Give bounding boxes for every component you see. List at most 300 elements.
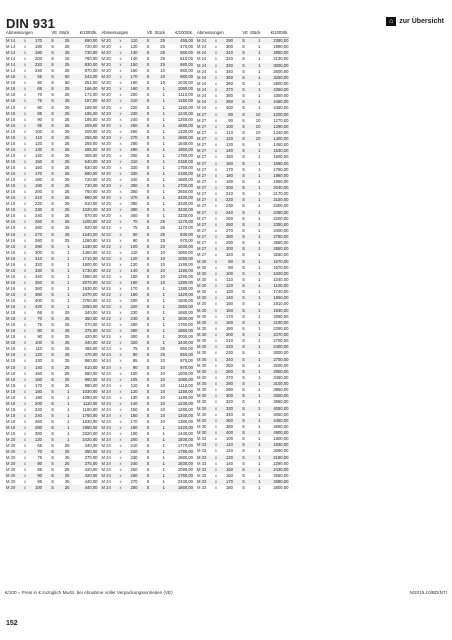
cell-times: x bbox=[119, 140, 122, 146]
cell-times: x bbox=[23, 431, 27, 437]
cell-times: x bbox=[116, 123, 124, 129]
cell-ve: S bbox=[47, 413, 58, 419]
cell-price: 4450,00 bbox=[261, 99, 289, 105]
cell-thread: M 24 bbox=[196, 56, 207, 62]
cell-stueck: 1 bbox=[258, 374, 261, 380]
cell-price: 680,00 bbox=[166, 62, 194, 68]
table-header-row bbox=[5, 30, 98, 38]
cell-stueck: 1 bbox=[249, 406, 261, 412]
cell-thread: M 20 bbox=[100, 207, 116, 213]
cell-price: 1950,00 bbox=[273, 178, 289, 184]
cell-thread: M 18 bbox=[5, 316, 21, 322]
cell-thread: M 16 bbox=[6, 104, 16, 110]
cell-length: 130 bbox=[124, 50, 138, 56]
cell-stueck: 25 bbox=[64, 152, 70, 158]
cell-times: x bbox=[116, 449, 124, 455]
cell-thread: M 16 bbox=[6, 189, 16, 195]
cell-thread: M 16 bbox=[5, 171, 21, 177]
cell-price: 2700,00 bbox=[273, 338, 289, 344]
header-stueck: Stück bbox=[58, 30, 70, 38]
cell-stueck: 25 bbox=[64, 68, 70, 74]
cell-price: 1760,00 bbox=[177, 322, 193, 328]
cell-price: 1230,00 bbox=[166, 401, 194, 407]
cell-stueck: 1 bbox=[153, 425, 165, 431]
cell-thread: M 16 bbox=[5, 207, 21, 213]
price-table-1 bbox=[5, 30, 98, 492]
cell-thread: M 27 bbox=[196, 197, 212, 203]
cell-length: 180 bbox=[124, 425, 138, 431]
cell-thread: M 33 bbox=[196, 460, 207, 466]
cell-times: x bbox=[214, 276, 218, 282]
cell-ve: S bbox=[142, 195, 153, 201]
cell-ve: S bbox=[242, 264, 245, 270]
overview-link[interactable] bbox=[386, 17, 444, 26]
cell-stueck: 1 bbox=[162, 128, 165, 134]
cell-thread: M 27 bbox=[196, 240, 207, 246]
cell-thread: M 20 bbox=[100, 74, 116, 80]
cell-ve: S bbox=[51, 382, 54, 388]
cell-times: x bbox=[21, 219, 29, 225]
cell-stueck: 25 bbox=[64, 310, 70, 316]
cell-times: x bbox=[21, 159, 29, 165]
cell-thread: M 27 bbox=[196, 142, 207, 148]
cell-times: x bbox=[116, 159, 124, 165]
cell-ve: S bbox=[47, 304, 58, 310]
cell-stueck: 1 bbox=[162, 298, 165, 304]
cell-times: x bbox=[21, 316, 29, 322]
cell-length: 130 bbox=[220, 455, 234, 461]
cell-stueck: 1 bbox=[58, 425, 70, 431]
cell-length: 320 bbox=[225, 252, 233, 258]
cell-length: 65 bbox=[37, 310, 42, 316]
cell-stueck: 25 bbox=[58, 365, 70, 371]
cell-ve: S bbox=[47, 461, 58, 467]
cell-price: 2750,00 bbox=[82, 298, 98, 304]
cell-times: x bbox=[23, 164, 27, 170]
cell-length: 95 bbox=[37, 479, 42, 485]
cell-times: x bbox=[212, 283, 220, 289]
cell-price: 1160,00 bbox=[166, 389, 194, 395]
cell-length: 380 bbox=[225, 93, 233, 99]
cell-times: x bbox=[214, 227, 218, 233]
cell-thread: M 20 bbox=[101, 44, 111, 50]
cell-length: 240 bbox=[130, 116, 138, 122]
cell-stueck: 1 bbox=[249, 259, 261, 265]
cell-length: 100 bbox=[220, 271, 234, 277]
cell-times: x bbox=[116, 98, 124, 104]
cell-times: x bbox=[214, 166, 218, 172]
cell-ve: S bbox=[146, 152, 150, 158]
cell-ve: S bbox=[242, 411, 245, 417]
cell-price: 1760,00 bbox=[70, 413, 98, 419]
cell-times: x bbox=[119, 479, 122, 485]
cell-times: x bbox=[212, 185, 220, 191]
cell-ve: S bbox=[146, 128, 150, 134]
cell-stueck: 1 bbox=[153, 159, 165, 165]
cell-length: 180 bbox=[220, 320, 234, 326]
cell-price: 1290,00 bbox=[261, 124, 289, 130]
cell-length: 400 bbox=[220, 430, 234, 436]
cell-times: x bbox=[119, 431, 122, 437]
cell-price: 680,00 bbox=[84, 370, 98, 376]
cell-times: x bbox=[212, 406, 220, 412]
cell-thread: M 24 bbox=[196, 63, 212, 69]
cell-length: 250 bbox=[130, 467, 138, 473]
cell-thread: M 24 bbox=[101, 479, 111, 485]
cell-length: 170 bbox=[225, 313, 233, 319]
cell-price: 1170,00 bbox=[178, 225, 193, 231]
cell-ve: S bbox=[238, 344, 249, 350]
cell-price: 4650,00 bbox=[273, 423, 289, 429]
cell-ve: S bbox=[242, 338, 245, 344]
cell-times: x bbox=[21, 98, 29, 104]
cell-stueck: 10 bbox=[153, 280, 165, 286]
cell-stueck: 1 bbox=[258, 80, 261, 86]
cell-thread: M 16 bbox=[6, 92, 16, 98]
cell-thread: M 24 bbox=[101, 418, 111, 424]
cell-price: 1090,00 bbox=[166, 86, 194, 92]
cell-times: x bbox=[212, 75, 220, 81]
cell-price: 2380,00 bbox=[261, 210, 289, 216]
cell-stueck: 25 bbox=[64, 334, 70, 340]
cell-times: x bbox=[212, 259, 220, 265]
cell-times: x bbox=[119, 164, 122, 170]
cell-thread: M 22 bbox=[101, 273, 111, 279]
cell-ve: S bbox=[142, 183, 153, 189]
cell-price: 2200,00 bbox=[273, 215, 289, 221]
cell-ve: S bbox=[47, 183, 58, 189]
cell-stueck: 1 bbox=[162, 164, 165, 170]
cell-stueck: 1 bbox=[249, 479, 261, 485]
cell-ve: S bbox=[242, 68, 245, 74]
cell-length: 190 bbox=[225, 178, 233, 184]
header-stueck: Stück bbox=[249, 30, 261, 38]
cell-ve: S bbox=[146, 370, 150, 376]
cell-length: 200 bbox=[35, 56, 42, 62]
cell-length: 270 bbox=[225, 374, 233, 380]
cell-length: 190 bbox=[29, 183, 43, 189]
cell-length: 210 bbox=[225, 338, 233, 344]
table-row bbox=[5, 485, 98, 491]
cell-times: x bbox=[116, 280, 124, 286]
cell-stueck: 25 bbox=[58, 473, 70, 479]
cell-times: x bbox=[212, 50, 220, 56]
cell-length: 330 bbox=[124, 171, 138, 177]
cell-times: x bbox=[116, 207, 124, 213]
cell-stueck: 10 bbox=[249, 136, 261, 142]
cell-times: x bbox=[214, 105, 218, 111]
cell-thread: M 30 bbox=[196, 295, 212, 301]
cell-thread: M 16 bbox=[5, 135, 21, 141]
cell-ve: S bbox=[242, 350, 245, 356]
cell-length: 250 bbox=[29, 219, 43, 225]
cell-length: 130 bbox=[225, 142, 233, 148]
cell-ve: S bbox=[142, 328, 153, 334]
cell-stueck: 1 bbox=[258, 166, 261, 172]
cell-times: x bbox=[23, 382, 27, 388]
cell-price: 1080,00 bbox=[166, 377, 194, 383]
cell-thread: M 30 bbox=[196, 423, 207, 429]
cell-thread: M 18 bbox=[6, 358, 16, 364]
cell-price: 760,00 bbox=[84, 56, 98, 62]
cell-stueck: 1 bbox=[58, 413, 70, 419]
cell-length: 180 bbox=[225, 485, 233, 491]
cell-length: 280 bbox=[35, 237, 42, 243]
cell-price: 1190,00 bbox=[178, 394, 193, 400]
cell-length: 160 bbox=[220, 161, 234, 167]
cell-ve: S bbox=[142, 377, 153, 383]
cell-stueck: 1 bbox=[258, 485, 261, 491]
cell-price: 2170,00 bbox=[273, 191, 289, 197]
cell-thread: M 24 bbox=[196, 75, 212, 81]
cell-price: 1600,00 bbox=[82, 261, 98, 267]
cell-ve: S bbox=[47, 38, 58, 45]
cell-times: x bbox=[214, 129, 218, 135]
cell-ve: S bbox=[47, 377, 58, 383]
cell-stueck: 1 bbox=[67, 406, 70, 412]
cell-length: 110 bbox=[130, 382, 138, 388]
cell-price: 1830,00 bbox=[166, 316, 194, 322]
cell-price: 1110,00 bbox=[70, 401, 98, 407]
cell-stueck: 1 bbox=[258, 276, 261, 282]
cell-times: x bbox=[214, 68, 218, 74]
cell-length: 330 bbox=[220, 406, 234, 412]
cell-times: x bbox=[119, 455, 122, 461]
cell-length: 170 bbox=[35, 382, 42, 388]
cell-stueck: 25 bbox=[64, 177, 70, 183]
cell-ve: S bbox=[146, 92, 150, 98]
cell-thread: M 27 bbox=[196, 112, 212, 118]
cell-length: 200 bbox=[124, 437, 138, 443]
cell-thread: M 20 bbox=[101, 152, 111, 158]
cell-thread: M 24 bbox=[101, 455, 111, 461]
cell-stueck: 10 bbox=[153, 401, 165, 407]
cell-stueck: 1 bbox=[258, 68, 261, 74]
cell-thread: M 18 bbox=[6, 322, 16, 328]
cell-price: 1950,00 bbox=[166, 147, 194, 153]
cell-length: 380 bbox=[29, 292, 43, 298]
cell-price: 2090,00 bbox=[273, 313, 289, 319]
cell-thread: M 18 bbox=[5, 352, 21, 358]
cell-thread: M 24 bbox=[101, 394, 111, 400]
cell-price: 830,00 bbox=[70, 62, 98, 68]
cell-times: x bbox=[212, 271, 220, 277]
cell-price: 2900,00 bbox=[261, 369, 289, 375]
header-ve: VE bbox=[238, 30, 249, 38]
cell-stueck: 25 bbox=[58, 183, 70, 189]
cell-ve: S bbox=[47, 171, 58, 177]
cell-length: 110 bbox=[29, 135, 43, 141]
cell-length: 120 bbox=[220, 283, 234, 289]
cell-times: x bbox=[119, 370, 122, 376]
cell-times: x bbox=[23, 273, 27, 279]
cell-times: x bbox=[212, 148, 220, 154]
cell-length: 90 bbox=[29, 473, 43, 479]
cell-price: 340,00 bbox=[84, 443, 98, 449]
cell-ve: S bbox=[238, 259, 249, 265]
cell-length: 150 bbox=[124, 62, 138, 68]
cell-price: 2600,00 bbox=[273, 68, 289, 74]
cell-price: 2700,00 bbox=[166, 183, 194, 189]
cell-ve: S bbox=[142, 401, 153, 407]
cell-times: x bbox=[119, 201, 122, 207]
cell-thread: M 24 bbox=[100, 485, 116, 491]
cell-length: 290 bbox=[29, 244, 43, 250]
cell-price: 1740,00 bbox=[273, 289, 289, 295]
cell-times: x bbox=[212, 308, 220, 314]
header-ve: VE bbox=[47, 30, 58, 38]
cell-thread: M 16 bbox=[6, 237, 16, 243]
cell-ve: S bbox=[146, 273, 150, 279]
cell-price: 1200,00 bbox=[261, 112, 289, 118]
cell-ve: S bbox=[47, 389, 58, 395]
cell-ve: S bbox=[238, 442, 249, 448]
cell-price: 2050,00 bbox=[273, 448, 289, 454]
cell-ve: S bbox=[242, 154, 245, 160]
cell-ve: S bbox=[47, 244, 58, 250]
cell-ve: S bbox=[238, 75, 249, 81]
cell-ve: S bbox=[142, 111, 153, 117]
cell-ve: S bbox=[47, 195, 58, 201]
cell-length: 230 bbox=[29, 207, 43, 213]
cell-times: x bbox=[21, 135, 29, 141]
cell-times: x bbox=[214, 117, 218, 123]
cell-times: x bbox=[212, 430, 220, 436]
cell-length: 80 bbox=[29, 461, 43, 467]
cell-thread: M 20 bbox=[5, 485, 21, 491]
cell-times: x bbox=[214, 423, 218, 429]
cell-times: x bbox=[214, 93, 218, 99]
cell-stueck: 1 bbox=[258, 154, 261, 160]
cell-thread: M 22 bbox=[101, 298, 111, 304]
cell-stueck: 1 bbox=[258, 325, 261, 331]
cell-times: x bbox=[119, 225, 122, 231]
cell-price: 2400,00 bbox=[261, 344, 289, 350]
cell-stueck: 1 bbox=[58, 304, 70, 310]
cell-thread: M 16 bbox=[5, 268, 21, 274]
cell-price: 1790,00 bbox=[166, 449, 194, 455]
cell-ve: S bbox=[51, 406, 54, 412]
cell-price: 1340,00 bbox=[273, 129, 289, 135]
cell-thread: M 18 bbox=[6, 334, 16, 340]
cell-ve: S bbox=[142, 159, 153, 165]
cell-stueck: 25 bbox=[64, 237, 70, 243]
cell-thread: M 20 bbox=[101, 56, 111, 62]
cell-times: x bbox=[116, 111, 124, 117]
cell-length: 140 bbox=[35, 152, 42, 158]
cell-stueck: 1 bbox=[258, 142, 261, 148]
cell-price: 440,00 bbox=[84, 479, 98, 485]
cell-price: 187,00 bbox=[70, 98, 98, 104]
cell-length: 75 bbox=[132, 346, 138, 352]
cell-stueck: 25 bbox=[58, 219, 70, 225]
cell-length: 200 bbox=[29, 401, 43, 407]
cell-times: x bbox=[119, 189, 122, 195]
cell-stueck: 25 bbox=[64, 479, 70, 485]
cell-price: 2850,00 bbox=[261, 50, 289, 56]
cell-stueck: 1 bbox=[258, 423, 261, 429]
cell-length: 300 bbox=[35, 249, 42, 255]
cell-thread: M 27 bbox=[196, 173, 212, 179]
cell-length: 70 bbox=[37, 92, 42, 98]
cell-ve: S bbox=[242, 436, 245, 442]
cell-ve: S bbox=[142, 449, 153, 455]
cell-thread: M 27 bbox=[196, 222, 212, 228]
cell-length: 170 bbox=[124, 74, 138, 80]
cell-length: 290 bbox=[124, 147, 138, 153]
cell-length: 220 bbox=[220, 344, 234, 350]
cell-length: 300 bbox=[130, 152, 138, 158]
cell-length: 300 bbox=[130, 334, 138, 340]
cell-thread: M 22 bbox=[100, 280, 116, 286]
cell-times: x bbox=[21, 304, 29, 310]
cell-stueck: 1 bbox=[258, 191, 261, 197]
cell-ve: S bbox=[47, 207, 58, 213]
cell-length: 150 bbox=[225, 154, 233, 160]
cell-length: 290 bbox=[225, 240, 233, 246]
cell-stueck: 25 bbox=[64, 467, 70, 473]
cell-stueck: 1 bbox=[249, 344, 261, 350]
cell-thread: M 27 bbox=[196, 136, 212, 142]
cell-length: 75 bbox=[29, 98, 43, 104]
cell-price: 4050,00 bbox=[273, 411, 289, 417]
cell-length: 130 bbox=[35, 358, 42, 364]
cell-thread: M 24 bbox=[101, 443, 111, 449]
cell-price: 1150,00 bbox=[166, 98, 194, 104]
cell-length: 130 bbox=[225, 289, 233, 295]
cell-ve: S bbox=[238, 173, 249, 179]
cell-thread: M 16 bbox=[6, 273, 16, 279]
cell-times: x bbox=[116, 147, 124, 153]
cell-ve: S bbox=[142, 413, 153, 419]
cell-times: x bbox=[21, 171, 29, 177]
cell-thread: M 22 bbox=[100, 304, 116, 310]
cell-price: 870,00 bbox=[84, 213, 98, 219]
page-title: DIN 931 bbox=[6, 16, 56, 31]
cell-price: 1270,00 bbox=[273, 117, 289, 123]
cell-stueck: 25 bbox=[64, 382, 70, 388]
cell-length: 120 bbox=[220, 136, 234, 142]
cell-thread: M 16 bbox=[6, 116, 16, 122]
cell-stueck: 1 bbox=[258, 178, 261, 184]
table-row bbox=[100, 485, 193, 491]
cell-price: 2070,00 bbox=[70, 280, 98, 286]
cell-thread: M 18 bbox=[6, 418, 16, 424]
cell-stueck: 1 bbox=[67, 285, 70, 291]
cell-stueck: 1 bbox=[258, 252, 261, 258]
cell-ve: S bbox=[51, 104, 54, 110]
cell-thread: M 16 bbox=[5, 123, 21, 129]
cell-price: 1990,00 bbox=[273, 44, 289, 50]
cell-times: x bbox=[21, 268, 29, 274]
cell-stueck: 10 bbox=[249, 124, 261, 130]
cell-times: x bbox=[214, 80, 218, 86]
cell-times: x bbox=[23, 358, 27, 364]
cell-length: 100 bbox=[29, 340, 43, 346]
cell-thread: M 24 bbox=[100, 449, 116, 455]
cell-stueck: 1 bbox=[58, 437, 70, 443]
cell-price: 1030,00 bbox=[177, 80, 193, 86]
cell-ve: S bbox=[242, 387, 245, 393]
cell-times: x bbox=[116, 304, 124, 310]
cell-ve: S bbox=[146, 225, 150, 231]
cell-thread: M 27 bbox=[196, 215, 207, 221]
cell-thread: M 16 bbox=[5, 256, 21, 262]
cell-stueck: 1 bbox=[162, 285, 165, 291]
cell-stueck: 25 bbox=[58, 38, 70, 45]
cell-thread: M 20 bbox=[100, 159, 116, 165]
cell-thread: M 33 bbox=[196, 455, 212, 461]
